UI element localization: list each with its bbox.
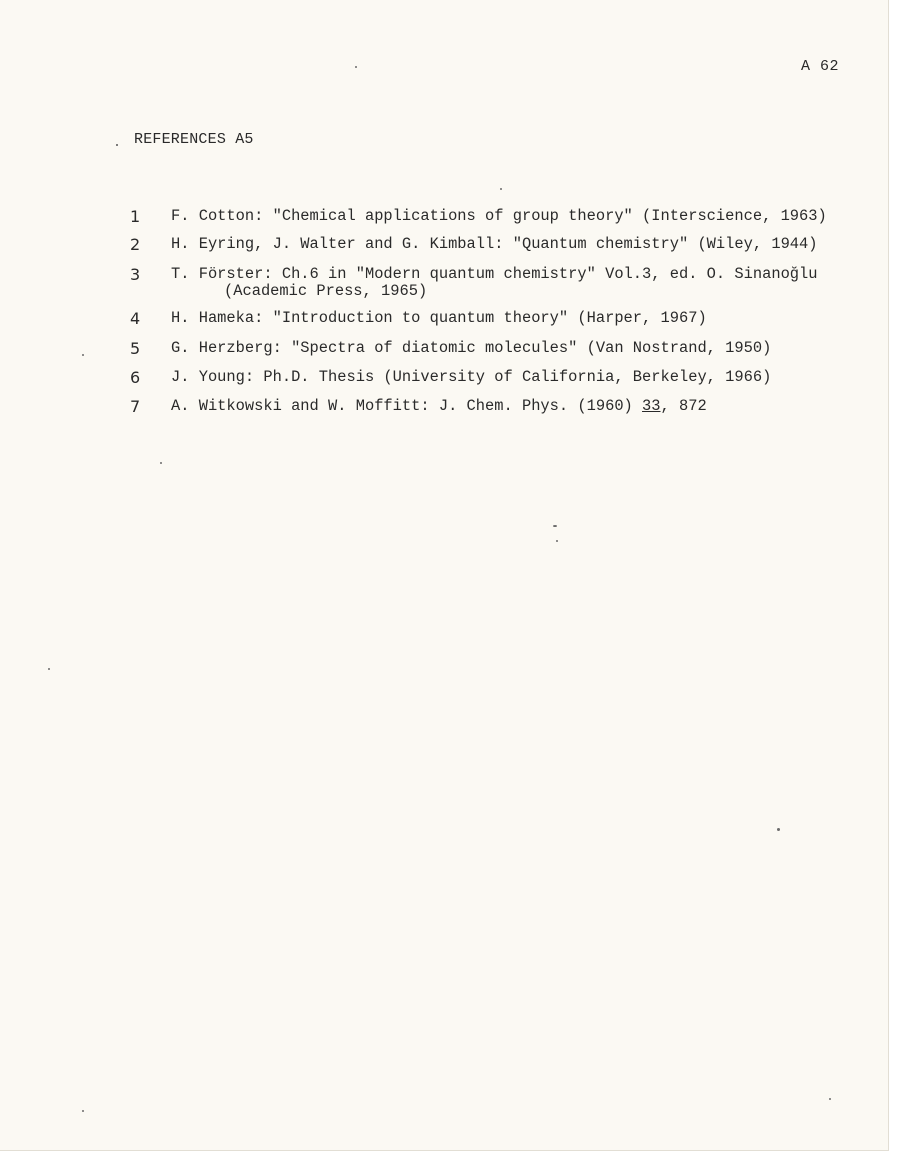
journal-volume: 33 (642, 397, 661, 415)
reference-text-continuation: (Academic Press, 1965) (224, 282, 428, 300)
reference-item-7 (130, 398, 880, 415)
scan-speck (48, 668, 50, 670)
scan-speck (82, 354, 84, 356)
reference-list (130, 208, 880, 415)
reference-text: G. Herzberg: "Spectra of diatomic molecules" (Van Nostrand, 1950) (171, 339, 772, 357)
reference-item-6 (130, 369, 880, 386)
reference-number: 7 (130, 397, 141, 416)
reference-text (171, 398, 880, 415)
ink-dot (116, 144, 118, 146)
references-heading: REFERENCES A5 (134, 131, 254, 148)
reference-text: J. Young: Ph.D. Thesis (University of California, Berkeley, 1966) (171, 368, 772, 386)
reference-item-5 (130, 340, 880, 357)
scan-speck (553, 525, 557, 527)
reference-number: 1 (130, 207, 141, 226)
reference-number: 4 (130, 309, 141, 328)
scan-speck (500, 188, 502, 190)
reference-item-4 (130, 310, 880, 327)
page-number: A 62 (801, 58, 840, 75)
reference-text-main: A. Witkowski and W. Moffitt: J. Chem. Phys. (1960) (171, 397, 643, 415)
reference-number: 6 (130, 368, 141, 387)
scan-speck (556, 540, 558, 542)
scan-speck (355, 66, 357, 68)
reference-text: T. Förster: Ch.6 in "Modern quantum chemistry" Vol.3, ed. O. Sinanoğlu (171, 265, 818, 283)
reference-item-1 (130, 208, 880, 225)
reference-number: 5 (130, 339, 141, 358)
scan-speck (829, 1098, 831, 1100)
reference-text: F. Cotton: "Chemical applications of group theory" (Interscience, 1963) (171, 207, 827, 225)
reference-text: H. Hameka: "Introduction to quantum theory" (Harper, 1967) (171, 309, 707, 327)
reference-text: H. Eyring, J. Walter and G. Kimball: "Quantum chemistry" (Wiley, 1944) (171, 235, 818, 253)
scan-speck (82, 1110, 84, 1112)
scan-speck (160, 462, 162, 464)
reference-number: 3 (130, 265, 141, 284)
reference-item-2 (130, 236, 880, 253)
reference-number: 2 (130, 235, 141, 254)
scan-speck (777, 828, 780, 831)
reference-item-3 (130, 266, 880, 300)
reference-text-pages: , 872 (660, 397, 707, 415)
